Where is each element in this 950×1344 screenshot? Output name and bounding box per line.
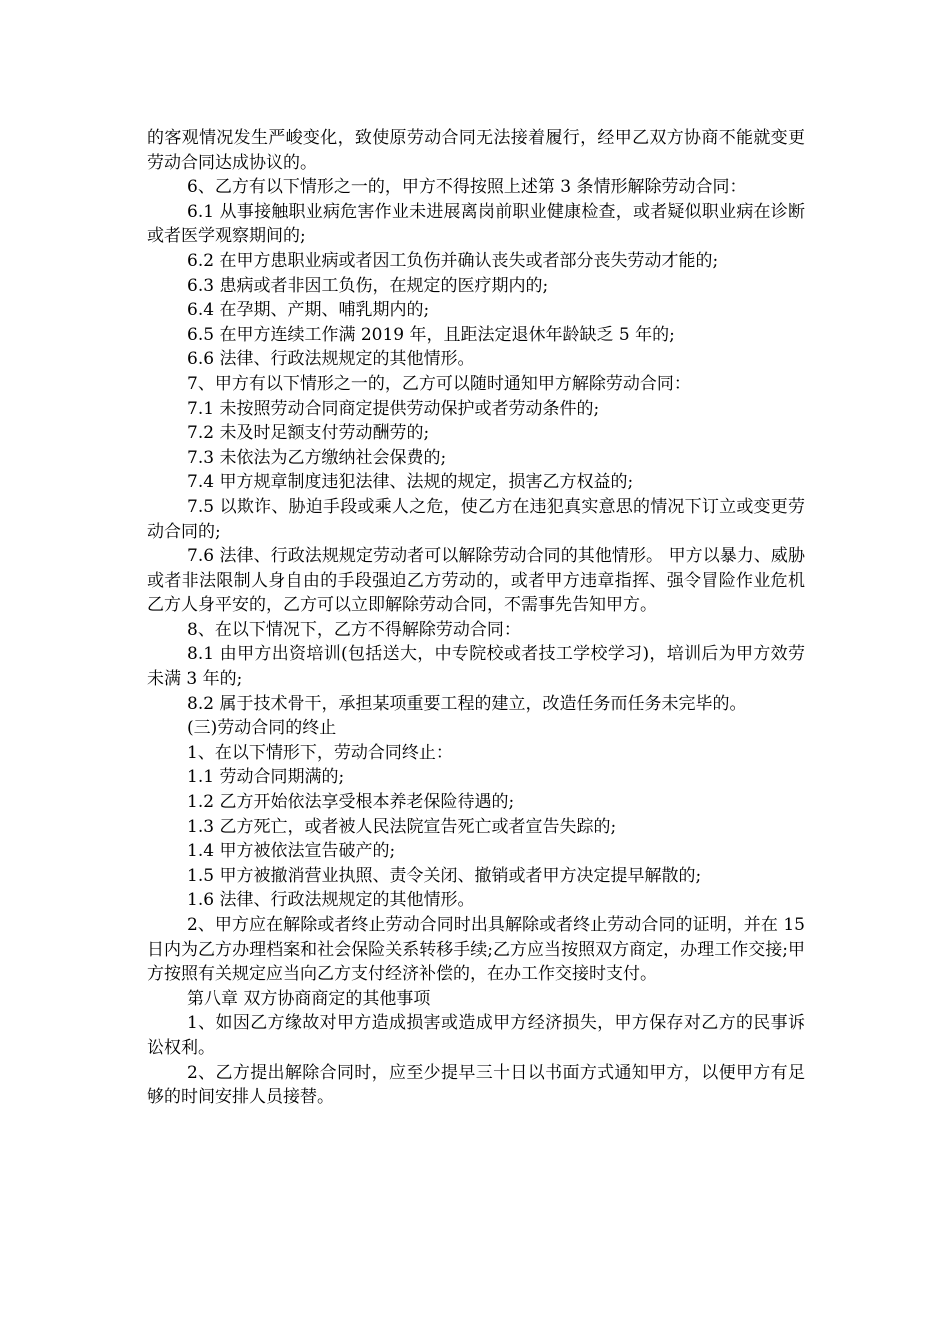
paragraph: 6、乙方有以下情形之一的，甲方不得按照上述第 3 条情形解除劳动合同： [187, 177, 747, 198]
paragraph: 1.2 乙方开始依法享受根本养老保险待遇的; [187, 792, 515, 813]
paragraph: 1.1 劳动合同期满的; [187, 767, 345, 788]
paragraph: 7、甲方有以下情形之一的，乙方可以随时通知甲方解除劳动合同： [187, 373, 691, 394]
paragraph: 7.6 法律、行政法规规定劳动者可以解除劳动合同的其他情形。 甲方以暴力、威胁或者非法限制人身自由的手段强迫乙方劳动的，或者甲方违章指挥、强令冒险作业危机乙方人身平安的，乙方可以立即解除劳动合同，不需事先告知甲方。 [147, 546, 805, 616]
paragraph: 1、如因乙方缘故对甲方造成损害或造成甲方经济损失，甲方保存对乙方的民事诉讼权利。 [147, 1013, 805, 1058]
paragraph: 1.5 甲方被撤消营业执照、责令关闭、撤销或者甲方决定提早解散的; [187, 865, 702, 886]
paragraph: 7.4 甲方规章制度违犯法律、法规的规定，损害乙方权益的; [187, 472, 634, 493]
paragraph: 6.4 在孕期、产期、哺乳期内的; [187, 300, 430, 321]
document-body [147, 126, 805, 1110]
paragraph: 6.6 法律、行政法规规定的其他情形。 [187, 349, 475, 370]
paragraph: 2、乙方提出解除合同时，应至少提早三十日以书面方式通知甲方，以便甲方有足够的时间安排人员接替。 [147, 1062, 805, 1108]
paragraph: 8.1 由甲方出资培训(包括送大，中专院校或者技工学校学习)，培训后为甲方效劳未满 3 年的; [147, 644, 805, 690]
paragraph: 1.6 法律、行政法规规定的其他情形。 [187, 890, 475, 911]
paragraph: 8、在以下情况下，乙方不得解除劳动合同： [187, 619, 521, 640]
paragraph: 6.3 患病或者非因工负伤，在规定的医疗期内的; [187, 275, 549, 296]
paragraph: 1、在以下情形下，劳动合同终止： [187, 742, 453, 763]
paragraph: 7.5 以欺诈、胁迫手段或乘人之危，使乙方在违犯真实意思的情况下订立或变更劳动合同的; [147, 496, 805, 542]
section-heading: (三)劳动合同的终止 [187, 718, 337, 739]
paragraph: 7.1 未按照劳动合同商定提供劳动保护或者劳动条件的; [187, 398, 600, 419]
paragraph: 8.2 属于技术骨干，承担某项重要工程的建立，改造任务而任务未完毕的。 [187, 693, 747, 714]
paragraph: 7.2 未及时足额支付劳动酬劳的; [187, 423, 430, 444]
chapter-heading: 第八章 双方协商商定的其他事项 [187, 988, 431, 1009]
paragraph: 的客观情况发生严峻变化，致使原劳动合同无法接着履行，经甲乙双方协商不能就变更劳动合同达成协议的。 [147, 128, 805, 173]
paragraph: 6.1 从事接触职业病危害作业未进展离岗前职业健康检查，或者疑似职业病在诊断或者医学观察期间的; [147, 201, 805, 247]
paragraph: 1.3 乙方死亡，或者被人民法院宣告死亡或者宣告失踪的; [187, 816, 617, 837]
paragraph: 7.3 未依法为乙方缴纳社会保费的; [187, 447, 447, 468]
paragraph: 6.2 在甲方患职业病或者因工负伤并确认丧失或者部分丧失劳动才能的; [187, 250, 719, 271]
paragraph: 6.5 在甲方连续工作满 2019 年，且距法定退休年龄缺乏 5 年的; [187, 324, 675, 345]
paragraph: 2、甲方应在解除或者终止劳动合同时出具解除或者终止劳动合同的证明，并在 15 日内为乙方办理档案和社会保险关系转移手续;乙方应当按照双方商定，办理工作交接;甲方按照有关规定应当向乙方支付经济补偿的，在办工作交接时支付。 [147, 915, 805, 985]
paragraph: 1.4 甲方被依法宣告破产的; [187, 841, 396, 862]
